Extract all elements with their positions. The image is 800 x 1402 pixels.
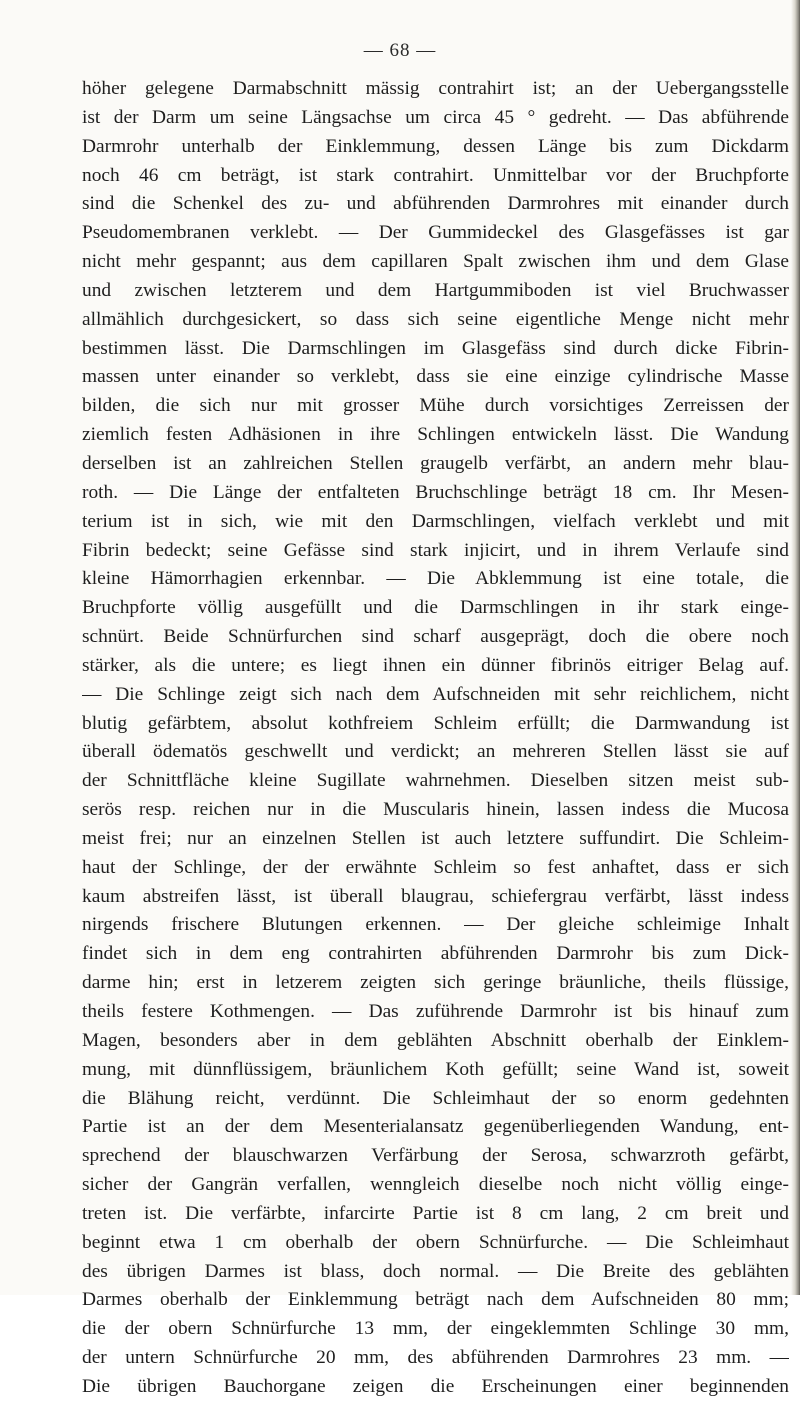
text-line: treten ist. Die verfärbte, infarcirte Partie ist 8 cm lang, 2 cm breit und [82,1202,789,1224]
text-line: schnürt. Beide Schnürfurchen sind scharf ausgeprägt, doch die obere noch [82,626,789,648]
text-line: Fibrin bedeckt; seine Gefässe sind stark injicirt, und in ihrem Verlaufe sind [82,539,789,561]
body-text [82,75,789,1402]
text-line: theils festere Kothmengen. — Das zuführende Darmrohr ist bis hinauf zum [82,1001,789,1022]
text-line: serös resp. reichen nur in die Muscularis hinein, lassen indess die Mucosa [82,799,789,821]
text-line: kleine Hämorrhagien erkennbar. — Die Abklemmung ist eine totale, die [82,568,789,590]
text-line: Pseudomembranen verklebt. — Der Gummideckel des Glasgefässes ist gar [82,222,789,244]
text-line: bilden, die sich nur mit grosser Mühe durch vorsichtiges Zerreissen der [82,395,789,417]
text-line: die Blähung reicht, verdünnt. Die Schleimhaut der so enorm gedehnten [82,1087,789,1109]
text-line: Die übrigen Bauchorgane zeigen die Erscheinungen einer beginnenden [82,1375,789,1397]
text-line: nicht mehr gespannt; aus dem capillaren Spalt zwischen ihm und dem Glase [82,251,789,273]
page-edge-shadow [791,0,800,1295]
text-line: ist der Darm um seine Längsachse um circa 45 ° gedreht. — Das abführende [82,106,789,128]
text-line: ziemlich festen Adhäsionen in ihre Schlingen entwickeln lässt. Die Wandung [82,424,789,446]
text-line: Bruchpforte völlig ausgefüllt und die Darmschlingen in ihr stark einge- [82,597,789,619]
text-line: der Schnittfläche kleine Sugillate wahrnehmen. Dieselben sitzen meist sub- [82,770,789,792]
text-line: Magen, besonders aber in dem geblähten Abschnitt oberhalb der Einklem- [82,1029,789,1051]
text-line: blutig gefärbtem, absolut kothfreiem Schleim erfüllt; die Darmwandung ist [82,712,789,734]
text-line: sicher der Gangrän verfallen, wenngleich dieselbe noch nicht völlig einge- [82,1174,789,1196]
text-line: sprechend der blauschwarzen Verfärbung der Serosa, schwarzroth gefärbt, [82,1145,789,1167]
text-line: Partie ist an der dem Mesenterialansatz gegenüberliegenden Wandung, ent- [82,1116,789,1138]
text-line: darme hin; erst in letzerem zeigten sich geringe bräunliche, theils flüssige, [82,972,789,994]
text-line: höher gelegene Darmabschnitt mässig contrahirt ist; an der Uebergangsstelle [82,78,789,99]
text-line: massen unter einander so verklebt, dass sie eine einzige cylindrische Masse [82,366,789,388]
text-line: findet sich in dem eng contrahirten abführenden Darmrohr bis zum Dick- [82,943,789,965]
text-line: und zwischen letzterem und dem Hartgummiboden ist viel Bruchwasser [82,279,789,301]
text-line: haut der Schlinge, der der erwähnte Schleim so fest anhaftet, dass er sich [82,856,789,878]
text-line: Darmes oberhalb der Einklemmung beträgt nach dem Aufschneiden 80 mm; [82,1289,789,1311]
text-line: roth. — Die Länge der entfalteten Bruchschlinge beträgt 18 cm. Ihr Mesen- [82,481,789,503]
text-line: sind die Schenkel des zu- und abführenden Darmrohres mit einander durch [82,193,789,215]
text-line: derselben ist an zahlreichen Stellen graugelb verfärbt, an andern mehr blau- [82,452,789,474]
text-line: terium ist in sich, wie mit den Darmschlingen, vielfach verklebt und mit [82,510,789,532]
text-line: stärker, als die untere; es liegt ihnen ein dünner fibrinös eitriger Belag auf. [82,654,789,676]
page-number: — 68 — [363,40,437,61]
text-line: bestimmen lässt. Die Darmschlingen im Glasgefäss sind durch dicke Fibrin- [82,337,789,359]
text-line: überall ödematös geschwellt und verdickt; an mehreren Stellen lässt sie auf [82,741,789,763]
text-line: der untern Schnürfurche 20 mm, des abführenden Darmrohres 23 mm. — [82,1347,789,1369]
text-line: allmählich durchgesickert, so dass sich seine eigentliche Menge nicht mehr [82,308,789,330]
text-line: kaum abstreifen lässt, ist überall blaugrau, schiefergrau verfärbt, lässt indess [82,885,789,907]
text-line: die der obern Schnürfurche 13 mm, der eingeklemmten Schlinge 30 mm, [82,1318,789,1340]
text-line: des übrigen Darmes ist blass, doch normal. — Die Breite des geblähten [82,1260,789,1282]
text-line: meist frei; nur an einzelnen Stellen ist auch letztere suffundirt. Die Schleim- [82,827,789,849]
text-line: beginnt etwa 1 cm oberhalb der obern Schnürfurche. — Die Schleimhaut [82,1231,789,1253]
text-line: — Die Schlinge zeigt sich nach dem Aufschneiden mit sehr reichlichem, nicht [82,683,789,705]
text-line: mung, mit dünnflüssigem, bräunlichem Koth gefüllt; seine Wand ist, soweit [82,1058,789,1080]
text-line: nirgends frischere Blutungen erkennen. — Der gleiche schleimige Inhalt [82,914,789,936]
text-line: Darmrohr unterhalb der Einklemmung, dessen Länge bis zum Dickdarm [82,135,789,157]
text-line: noch 46 cm beträgt, ist stark contrahirt. Unmittelbar vor der Bruchpforte [82,164,789,186]
